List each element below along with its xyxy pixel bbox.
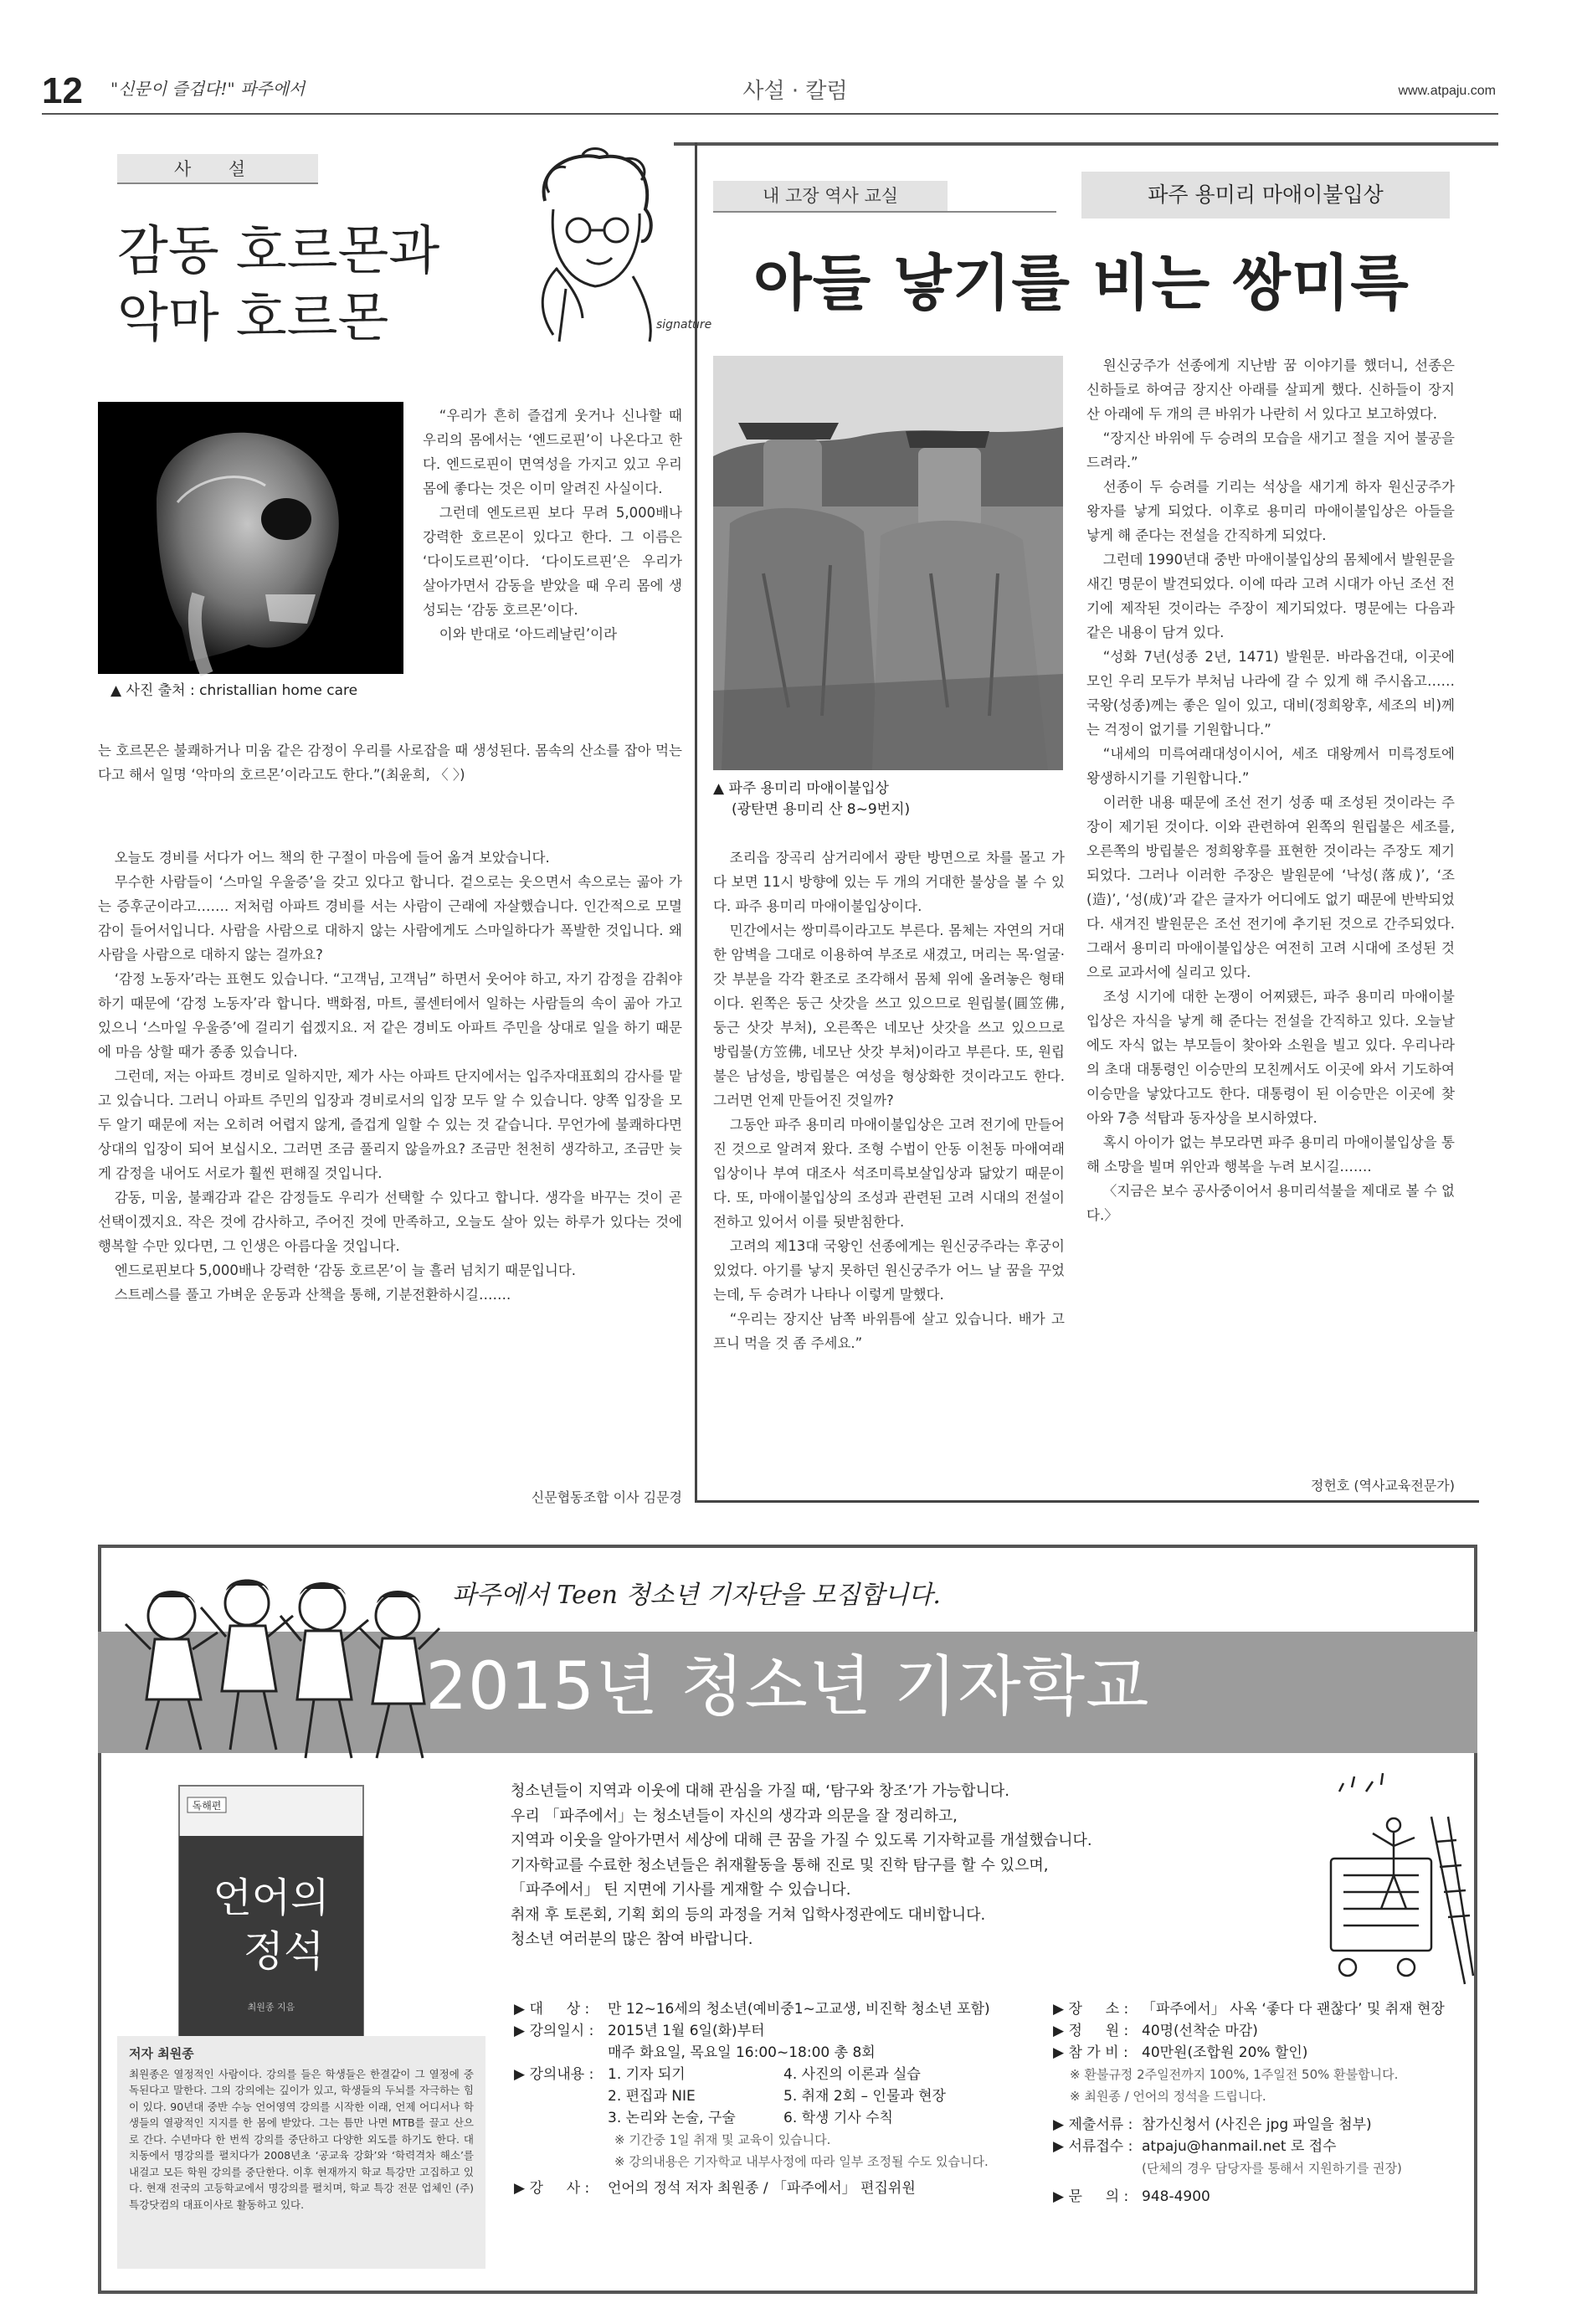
- course-item: 5. 취재 2회 – 인물과 현장: [783, 2088, 946, 2105]
- history-author: 정헌호 (역사교육전문가): [1310, 1478, 1455, 1494]
- detail-value: 40명(선착순 마감): [1142, 2023, 1258, 2039]
- ad-intro-line: 지역과 이웃을 알아가면서 세상에 대해 큰 꿈을 가질 수 있도록 기자학교를 개설했습니다.: [511, 1832, 1092, 1849]
- course-note: ※ 강의내용은 기자학교 내부사정에 따라 일부 조정될 수도 있습니다.: [614, 2154, 989, 2169]
- detail-row-capacity: [1053, 2020, 1472, 2042]
- editorial-body: [98, 846, 682, 1307]
- reporter-cartoon-illustration: [1314, 1766, 1473, 1992]
- paragraph: 민간에서는 쌍미륵이라고도 부른다. 몸체는 자연의 거대한 암벽을 그대로 이용하여 부조로 새겼고, 머리는 목·얼굴·갓 부분을 각각 환조로 조각해서 몸체 위에 올려놓은 형태이다. 왼쪽은 둥근 삿갓을 쓰고 있으므로 원립불(圓笠佛, 둥근 삿갓 부처), 오른쪽은 네모난 삿갓을 쓰고 있으므로 방립불(方笠佛, 네모난 삿갓 부처)이라고 부른다. 또, 원립불은 남성을, 방립불은 여성을 형상화한 것이라고도 한다. 그러면 언제 만들어진 것일까?: [713, 923, 1065, 1108]
- ad-intro-line: 청소년 여러분의 많은 참여 바랍니다.: [511, 1931, 753, 1948]
- course-item: 2. 편집과 NIE: [608, 2088, 696, 2105]
- paragraph: “성화 7년(성종 2년, 1471) 발원문. 바라옵건대, 이곳에 모인 우리 모두가 부처님 나라에 갈 수 있게 해 주시옵고…… 국왕(성종)께는 좋은 일이 있고, 대비(정희왕후, 세조의 비)께는 걱정이 없기를 기원합니다.”: [1086, 649, 1455, 738]
- history-label-rule: [713, 211, 1056, 213]
- paragraph: 그런데, 저는 아파트 경비로 일하지만, 제가 사는 아파트 단지에서는 입주자대표회의 감사를 맡고 있습니다. 그러니 아파트 주민의 입장과 경비로서의 입장 모두 알 수 있습니다. 양쪽 입장을 모두 알기 때문에 저는 오히려 어렵지 않게, 즐겁게 일할 수 있는 것 같습니다. 무언가에 불쾌하다면 상대의 입장이 되어 보십시오. 그러면 조금 풀리지 않을까요? 조금만 천천히 생각하고, 조금만 늦게 감정을 내어도 서로가 훨씬 편해질 것입니다.: [98, 1068, 682, 1181]
- detail-label: ▶ 강의일시 :: [514, 2023, 594, 2039]
- paragraph: 스트레스를 풀고 가벼운 운동과 산책을 통해, 기분전환하시길…….: [114, 1287, 511, 1303]
- paragraph: 오늘도 경비를 서다가 어느 책의 한 구절이 마음에 들어 옮겨 보았습니다.: [114, 850, 550, 866]
- detail-value: 참가신청서 (사진은 jpg 파일을 첨부): [1142, 2116, 1372, 2133]
- page-number: 12: [42, 70, 83, 111]
- detail-row-docs: [1053, 2114, 1472, 2136]
- editorial-headline-line2: 악마 호르몬: [117, 287, 389, 348]
- svg-text:signature: signature: [656, 318, 712, 332]
- detail-label: ▶ 문 의 :: [1053, 2188, 1129, 2205]
- paragraph: 〈지금은 보수 공사중이어서 용미리석불을 제대로 볼 수 없다.〉: [1086, 1183, 1455, 1223]
- paragraph: 이와 반대로 ‘아드레날린’이라: [439, 626, 618, 642]
- history-body-left: [713, 846, 1065, 1355]
- detail-value: 만 12~16세의 청소년(예비중1~고교생, 비진학 청소년 포함): [608, 2001, 990, 2018]
- detail-label: ▶ 정 원 :: [1053, 2023, 1129, 2039]
- detail-row-place: [1053, 1998, 1472, 2020]
- history-column-label: 내 고장 역사 교실: [713, 181, 948, 211]
- book-title-line2: 정석: [243, 1927, 325, 1976]
- paragraph: “장지산 바위에 두 승려의 모습을 새기고 절을 지어 불공을 드려라.”: [1086, 430, 1455, 470]
- history-body-right: [1086, 353, 1455, 1227]
- history-subject-badge: 파주 용미리 마애이불입상: [1081, 172, 1450, 219]
- detail-row-fee: [1053, 2042, 1472, 2064]
- ad-intro-line: 기자학교를 수료한 청소년들은 취재활동을 통해 진로 및 진학 탐구를 할 수 있으며,: [511, 1856, 1049, 1874]
- paragraph: 그동안 파주 용미리 마애이불입상은 고려 전기에 만들어진 것으로 알려져 왔다. 조형 수법이 안동 이천동 마애여래입상이나 부여 대조사 석조미륵보살입상과 닮았기 때문이다. 또, 마애이불입상의 조성과 관련된 고려 시대의 전설이 전하고 있어서 이를 뒷받침한다.: [713, 1117, 1065, 1230]
- paragraph: ‘감정 노동자’라는 표현도 있습니다. “고객님, 고객님” 하면서 웃어야 하고, 자기 감정을 감춰야 하기 때문에 ‘감정 노동자’라 합니다. 백화점, 마트, 콜센터에서 일하는 사람들의 속이 곪아 가고 있으니 ‘스마일 우울증’에 걸리기 쉽겠지요. 저 같은 경비도 아파트 주민을 상대로 일을 하기 때문에 마음 상할 때가 종종 있습니다.: [98, 971, 682, 1060]
- course-item: 1. 기자 되기: [608, 2066, 686, 2083]
- ad-intro-line: 취재 후 토론회, 기획 회의 등의 과정을 거쳐 입학사정관에도 대비합니다.: [511, 1905, 986, 1924]
- detail-row-schedule: [514, 2042, 1050, 2064]
- ad-registration-details: [1053, 1998, 1472, 2208]
- course-note: ※ 기간중 1일 취재 및 교육이 있습니다.: [614, 2132, 831, 2147]
- section-title: 사설 · 칼럼: [742, 79, 848, 104]
- editorial-headline-line1: 감동 호르몬과: [117, 220, 440, 281]
- ad-headline: 2015년 청소년 기자학교: [425, 1649, 1150, 1725]
- course-item: 3. 논리와 논술, 구술: [608, 2110, 736, 2126]
- detail-row-lecturer: [514, 2177, 1050, 2199]
- xray-skull-photo: [98, 402, 403, 674]
- editorial-intro-continuation: 는 호르몬은 불쾌하거나 미움 같은 감정이 우리를 사로잡을 때 생성된다. 몸속의 산소를 잡아 먹는다고 해서 일명 ‘악마의 호르몬’이라고도 한다.”(최윤희, 〈 〉): [98, 743, 682, 783]
- paragraph: 혹시 아이가 없는 부모라면 파주 용미리 마애이불입상을 통해 소망을 빌며 위안과 행복을 누려 보시길…….: [1086, 1134, 1456, 1175]
- paragraph: “우리는 장지산 남쪽 바위틈에 살고 있습니다. 배가 고프니 먹을 것 좀 주세요.”: [713, 1311, 1065, 1351]
- detail-value: 40만원(조합원 20% 할인): [1142, 2044, 1308, 2061]
- ad-intro-text: [511, 1779, 1147, 1952]
- ad-tagline: 파주에서 Teen 청소년 기자단을 모집합니다.: [452, 1581, 941, 1610]
- paragraph: 조리읍 장곡리 삼거리에서 광탄 방면으로 차를 몰고 가다 보면 11시 방향에 있는 두 개의 거대한 불상을 볼 수 있다. 파주 용미리 마애이불입상이다.: [713, 850, 1065, 914]
- detail-label: ▶ 강의내용 :: [514, 2066, 594, 2083]
- editorial-author: 신문협동조합 이사 김문경: [531, 1489, 682, 1505]
- detail-label: ▶ 강 사 :: [514, 2180, 590, 2197]
- fee-note: ※ 최원종 / 언어의 정석을 드립니다.: [1070, 2089, 1266, 2104]
- detail-label: ▶ 참 가 비 :: [1053, 2044, 1128, 2061]
- paragraph: 고려의 제13대 국왕인 선종에게는 원신궁주라는 후궁이 있었다. 아기를 낳지 못하던 원신궁주가 어느 날 꿈을 꾸었는데, 두 승려가 나타나 이렇게 말했다.: [713, 1238, 1065, 1303]
- paragraph: “내세의 미륵여래대성이시어, 세조 대왕께서 미륵정토에 왕생하시기를 기원합니다.”: [1086, 746, 1455, 786]
- fee-note: ※ 환불규정 2주일전까지 100%, 1주일전 50% 환불합니다.: [1070, 2067, 1399, 2082]
- book-cover-image: [179, 1786, 363, 2045]
- course-item: 6. 학생 기사 수칙: [783, 2110, 893, 2126]
- history-headline: 아들 낳기를 비는 쌍미륵: [753, 248, 1410, 318]
- twin-buddha-statue-photo: [713, 356, 1063, 770]
- ad-intro-line: 「파주에서」 틴 지면에 기사를 게재할 수 있습니다.: [511, 1881, 851, 1899]
- editorial-photo-caption: ▲ 사진 출처 : christallian home care: [110, 682, 358, 699]
- author-bio-box: [117, 2036, 485, 2269]
- author-portrait-illustration: [507, 142, 712, 343]
- paragraph: 그런데 1990년대 중반 마애이불입상의 몸체에서 발원문을 새긴 명문이 발견되었다. 이에 따라 고려 시대가 아닌 조선 전기에 제작된 것이라는 주장이 제기되었다. 명문에는 다음과 같은 내용이 담겨 있다.: [1086, 552, 1456, 640]
- submit-email[interactable]: atpaju@hanmail.net 로 접수: [1142, 2138, 1337, 2155]
- paragraph: 감동, 미움, 불쾌감과 같은 감정들도 우리가 선택할 수 있다고 합니다. 생각을 바꾸는 것이 곧 선택이겠지요. 작은 것에 감사하고, 주어진 것에 만족하고, 오늘도 살아 있는 하루가 있다는 것에 행복할 수만 있다면, 그 인생은 아름다울 것입니다.: [98, 1190, 682, 1254]
- site-url[interactable]: www.atpaju.com: [1398, 84, 1496, 98]
- submit-note: (단체의 경우 담당자를 통해서 지원하기를 권장): [1142, 2161, 1402, 2176]
- detail-label: ▶ 서류접수 :: [1053, 2138, 1133, 2155]
- detail-label: ▶ 장 소 :: [1053, 2001, 1129, 2018]
- book-author: 최원종 지음: [247, 2002, 295, 2013]
- detail-value: 언어의 정석 저자 최원종 / 「파주에서」 편집위원: [608, 2180, 916, 2197]
- course-item: 4. 사진의 이론과 실습: [783, 2066, 921, 2083]
- detail-label: ▶ 제출서류 :: [1053, 2116, 1133, 2133]
- paragraph: 무수한 사람들이 ‘스마일 우울증’을 갖고 있다고 합니다. 겉으로는 웃으면서 속으로는 곪아 가는 증후군이라고……. 저처럼 아파트 경비를 서는 사람이 근래에 자살했습니다. 인간적으로 모멸감이 들어서입니다. 사람을 사람으로 대하지 않는 사람에게도 스마일하다가 폭발한 것입니다. 왜 사람을 사람으로 대하지 않는 걸까요?: [98, 874, 682, 963]
- header-divider: [42, 113, 1498, 115]
- paragraph: 선종이 두 승려를 기리는 석상을 새기게 하자 원신궁주가 왕자를 낳게 되었다. 이후로 용미리 마애이불입상은 아들을 낳게 해 준다는 전설을 간직하게 되었다.: [1086, 479, 1455, 543]
- editorial-intro: [423, 404, 682, 646]
- author-bio-name: 저자 최원종: [129, 2046, 194, 2061]
- ad-intro-line: 우리 「파주에서」는 청소년들이 자신의 생각과 의문을 잘 정리하고,: [511, 1807, 958, 1825]
- detail-value: 「파주에서」 사옥 ‘좋다 다 괜찮다’ 및 취재 현장: [1142, 2001, 1445, 2018]
- paragraph: “우리가 흔히 즐겁게 웃거나 신나할 때 우리의 몸에서는 ‘엔드로핀’이 나온다고 한다. 엔드로핀이 면역성을 가지고 있고 우리 몸에 좋다는 것은 이미 알려진 사실이다.: [423, 408, 682, 496]
- contact-phone: 948-4900: [1142, 2188, 1210, 2205]
- detail-value: 2015년 1월 6일(화)부터: [608, 2023, 765, 2039]
- detail-row-submit: [1053, 2136, 1472, 2157]
- paragraph: 원신궁주가 선종에게 지난밤 꿈 이야기를 했더니, 선종은 신하들로 하여금 장지산 아래를 살피게 했다. 신하들이 장지산 아래에 두 개의 큰 바위가 나란히 서 있다고 보고하였다.: [1086, 357, 1455, 422]
- editorial-headline: [117, 218, 494, 352]
- detail-row-date: [514, 2020, 1050, 2042]
- paragraph: 조성 시기에 대한 논쟁이 어찌됐든, 파주 용미리 마애이불입상은 자식을 낳게 해 준다는 전설을 간직하고 있다. 오늘날에도 자식 없는 부모들이 찾아와 소원을 빌고 있다. 우리나라의 초대 대통령인 이승만의 모친께서도 이곳에 와서 기도하여 이승만을 낳았다고도 한다. 대통령이 된 이승만은 이곳에 찾아와 7층 석탑과 동자상을 보시하였다.: [1086, 989, 1455, 1126]
- paragraph: 엔드로핀보다 5,000배나 강력한 ‘감동 호르몬’이 늘 흘러 넘치기 때문입니다.: [114, 1262, 577, 1278]
- ad-course-details: [514, 1998, 1050, 2199]
- author-bio-text: 최원종은 열정적인 사람이다. 강의를 들은 학생들은 한결같이 그 열정에 중독된다고 말한다. 그의 강의에는 깊이가 있고, 학생들의 두뇌를 자극하는 힘이 있다. 90년대 중반 수능 언어영역 강의를 시작한 이래, 언제 어디서나 학생들의 열광적인 지지를 한 몸에 받았다. 그는 틈만 나면 MTB를 끌고 산으로 간다. 수년마다 한 번씩 강의를 중단하고 다양한 외도를 하기도 한다. 대치동에서 명강의를 펼치다가 2008년초 ‘공교육 강화’와 ‘학력격차 해소’를 내걸고 모든 학원 강의를 중단한다. 이후 현재까지 학교 특강만 고집하고 있다. 현재 전국의 고등학교에서 명강의를 펼치며, 학교 특강 전문 업체인 (주)특강닷컴의 대표이사로 활동하고 있다.: [129, 2067, 474, 2211]
- detail-row-contact: [1053, 2186, 1472, 2208]
- newspaper-logo: "신문이 즐겁다!" 파주에서: [110, 79, 306, 99]
- detail-row-target: [514, 1998, 1050, 2020]
- detail-label: ▶ 대 상 :: [514, 2001, 590, 2018]
- editorial-label: 사 설: [117, 154, 318, 184]
- book-title-line1: 언어의: [213, 1874, 330, 1921]
- history-photo-location: (광탄면 용미리 산 8~9번지): [732, 801, 911, 818]
- book-brand: 독해편: [192, 1800, 222, 1812]
- paragraph: 이러한 내용 때문에 조선 전기 성종 때 조성된 것이라는 주장이 제기된 것이다. 이와 관련하여 왼쪽의 원립불은 세조를, 오른쪽의 방립불은 정희왕후를 표현한 것이라는 주장도 제기되었다. 그러나 이러한 주장은 발원문에 ‘낙성(落成)’, ‘조(造)’, ‘성(成)’과 같은 글자가 어디에도 없기 때문에 반박되었다. 새겨진 발원문은 조선 전기에 추기된 것으로 간주되었다. 그래서 용미리 마애이불입상은 여전히 고려 시대에 조성된 것으로 교과서에 실리고 있다.: [1086, 794, 1455, 980]
- paragraph: 그런데 엔도르핀 보다 무려 5,000배나 강력한 호르몬이 있다고 한다. 그 이름은 ‘다이도르핀’이다. ‘다이도르핀’은 우리가 살아가면서 감동을 받았을 때 우리 몸에 생성되는 ‘감동 호르몬’이다.: [423, 505, 682, 618]
- history-photo-caption: ▲ 파주 용미리 마애이불입상: [713, 780, 889, 797]
- detail-value: 매주 화요일, 목요일 16:00~18:00 총 8회: [608, 2044, 876, 2061]
- ad-intro-line: 청소년들이 지역과 이웃에 대해 관심을 가질 때, ‘탐구와 창조’가 가능합니다.: [511, 1782, 1010, 1800]
